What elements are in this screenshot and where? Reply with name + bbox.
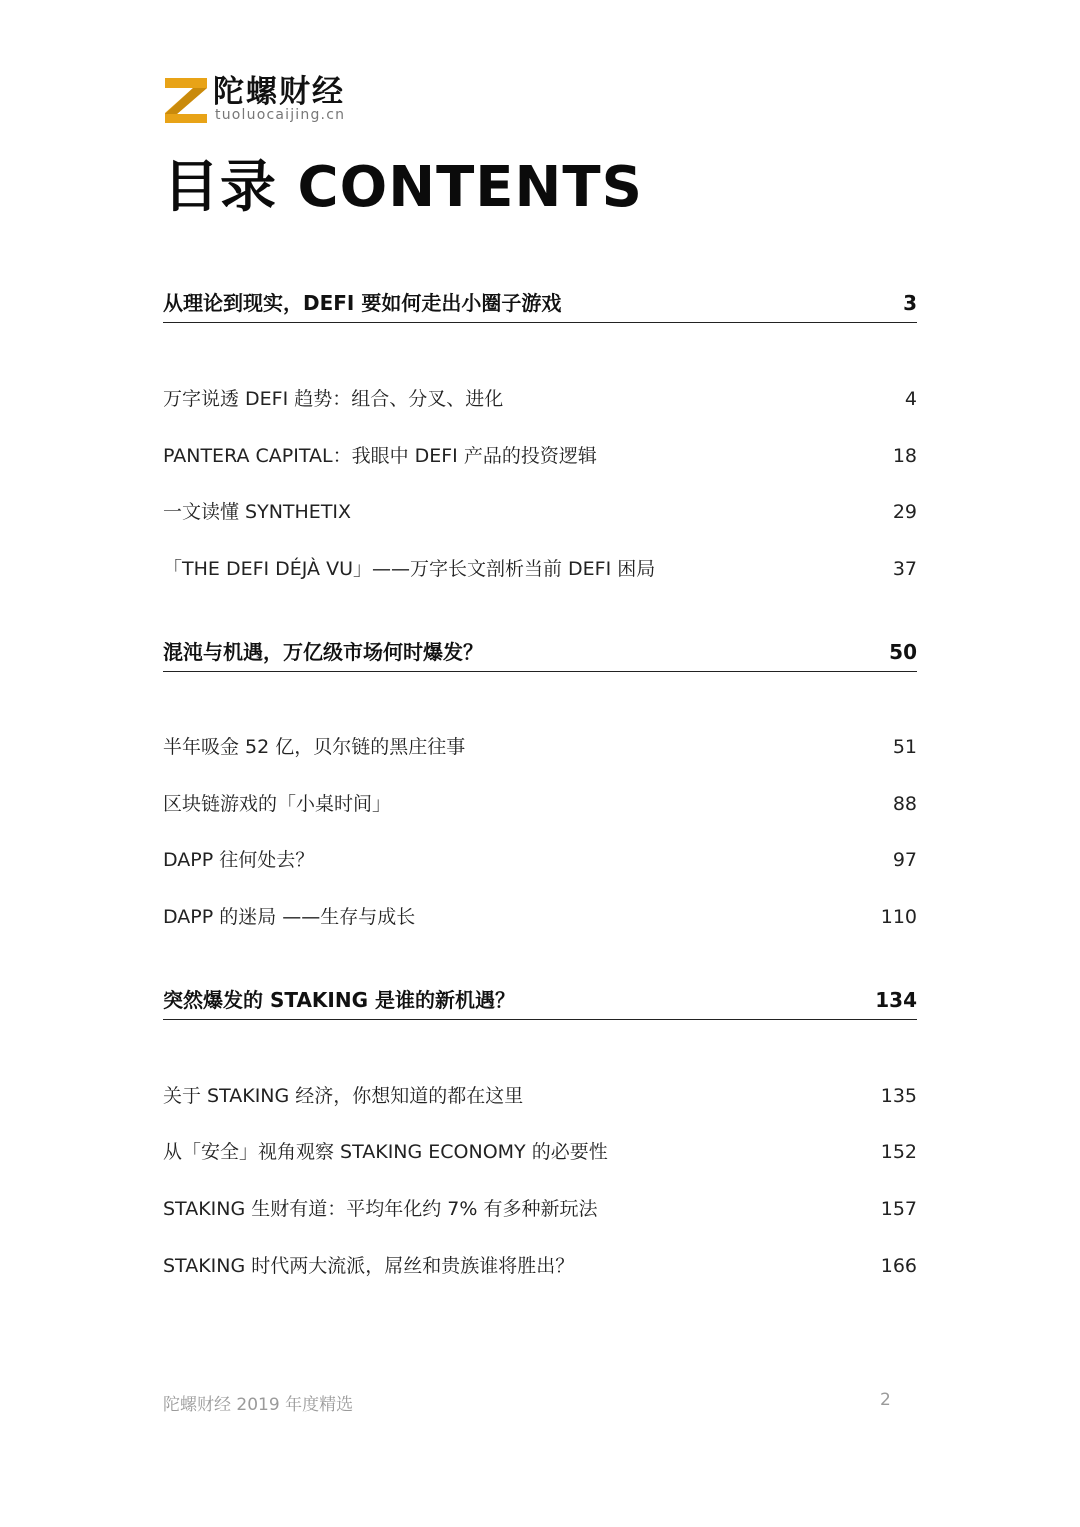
entry-title: STAKING 时代两大流派，屌丝和贵族谁将胜出？ (163, 1255, 575, 1277)
footer-caption: 陀螺财经 2019 年度精选 (163, 1395, 354, 1415)
entry-title: 一文读懂 SYNTHETIX (163, 501, 352, 523)
toc-entry[interactable] (163, 902, 917, 932)
entry-page: 51 (892, 736, 917, 758)
toc-entry[interactable] (163, 1081, 917, 1111)
entry-title: 区块链游戏的「小桌时间」 (163, 793, 392, 815)
brand-name: 陀螺财经 (213, 74, 345, 110)
entry-page: 166 (880, 1255, 917, 1277)
entry-page: 157 (880, 1198, 917, 1220)
entry-page: 97 (892, 849, 917, 871)
page-number: 2 (880, 1390, 891, 1410)
z-logo-icon (163, 76, 209, 124)
section-title: 混沌与机遇，万亿级市场何时爆发？ (163, 640, 483, 664)
toc-section-2[interactable] (163, 637, 917, 672)
entry-page: 88 (892, 793, 917, 815)
section-page: 50 (889, 640, 917, 664)
toc-entry[interactable] (163, 1251, 917, 1281)
toc-entry[interactable] (163, 497, 917, 527)
entry-title: 万字说透 DEFI 趋势：组合、分叉、进化 (163, 388, 504, 410)
entry-page: 37 (892, 558, 917, 580)
toc-entry[interactable] (163, 554, 917, 584)
entry-title: 半年吸金 52 亿，贝尔链的黑庄往事 (163, 736, 466, 758)
toc-section-1[interactable] (163, 288, 917, 323)
entry-title: STAKING 生财有道：平均年化约 7% 有多种新玩法 (163, 1198, 598, 1220)
entry-page: 18 (892, 445, 917, 467)
toc-entry[interactable] (163, 732, 917, 762)
entry-page: 29 (892, 501, 917, 523)
entry-title: 「THE DEFI DÉJÀ VU」——万字长文剖析当前 DEFI 困局 (163, 558, 656, 580)
section-title: 从理论到现实，DEFI 要如何走出小圈子游戏 (163, 291, 562, 315)
toc-entry[interactable] (163, 441, 917, 471)
toc-entry[interactable] (163, 1194, 917, 1224)
toc-section-3[interactable] (163, 985, 917, 1020)
entry-page: 4 (904, 388, 917, 410)
page-title: 目录 CONTENTS (163, 155, 643, 220)
toc-entry[interactable] (163, 845, 917, 875)
section-title: 突然爆发的 STAKING 是谁的新机遇？ (163, 988, 515, 1012)
brand-domain: tuoluocaijing.cn (215, 107, 346, 123)
section-page: 3 (903, 291, 917, 315)
entry-title: DAPP 的迷局 ——生存与成长 (163, 906, 416, 928)
toc-entry[interactable] (163, 789, 917, 819)
entry-title: 关于 STAKING 经济，你想知道的都在这里 (163, 1085, 524, 1107)
entry-title: PANTERA CAPITAL：我眼中 DEFI 产品的投资逻辑 (163, 445, 597, 467)
entry-title: DAPP 往何处去？ (163, 849, 315, 871)
entry-page: 152 (880, 1141, 917, 1163)
toc-entry[interactable] (163, 1137, 917, 1167)
entry-title: 从「安全」视角观察 STAKING ECONOMY 的必要性 (163, 1141, 608, 1163)
toc-entry[interactable] (163, 384, 917, 414)
entry-page: 135 (880, 1085, 917, 1107)
section-page: 134 (875, 988, 917, 1012)
entry-page: 110 (880, 906, 917, 928)
